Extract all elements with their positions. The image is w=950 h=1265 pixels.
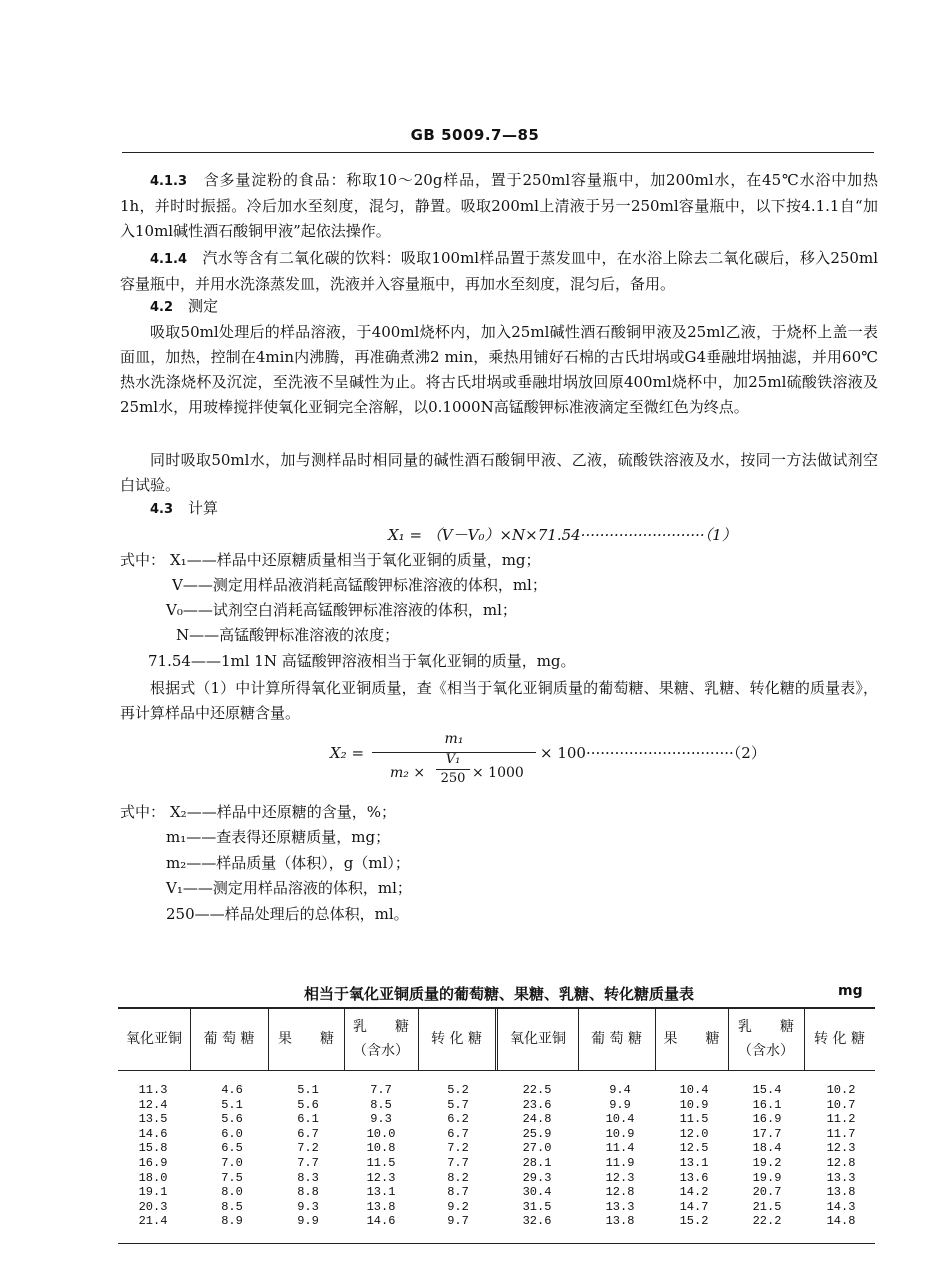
table-cell: 12.0 (679, 1126, 709, 1141)
section-title: 测定 (188, 297, 219, 315)
table-cell: 7.0 (221, 1155, 243, 1170)
table-cell: 12.8 (605, 1185, 635, 1200)
formula-2-inner-numerator: V₁ (445, 752, 461, 767)
formula-1: X₁ = （V－V₀）×N×71.54··························（1） (388, 526, 737, 544)
table-column (736, 1083, 798, 1229)
table-cell: 7.5 (221, 1170, 243, 1185)
table-header-cell: 葡 萄 糖 (203, 1031, 255, 1047)
table-cell: 11.5 (366, 1155, 396, 1170)
formula-2-tail: × 100·······························（2） (540, 744, 766, 762)
table-cell: 18.4 (752, 1141, 782, 1156)
table-column (122, 1083, 184, 1229)
table-cell: 6.5 (221, 1141, 243, 1156)
table-cell: 16.1 (752, 1097, 782, 1112)
table-cell: 8.2 (447, 1170, 469, 1185)
table-header-cell: 转 化 糖 (814, 1031, 865, 1047)
table-column (590, 1083, 650, 1229)
table-cell: 13.3 (605, 1199, 635, 1214)
paragraph-4-1-3 (120, 168, 878, 244)
table-cell: 24.8 (522, 1112, 552, 1127)
table-cell: 14.2 (679, 1185, 709, 1200)
formula-2-denominator-right: × 1000 (472, 765, 524, 781)
table-column (202, 1083, 262, 1229)
table-cell: 8.5 (221, 1199, 243, 1214)
table-cell: 22.5 (522, 1083, 552, 1097)
table-cell: 9.4 (609, 1083, 631, 1097)
formula-2-lhs: X₂ = (330, 744, 365, 762)
table-cell: 13.6 (679, 1170, 709, 1185)
table-cell: 9.3 (370, 1112, 392, 1127)
table-cell: 29.3 (522, 1170, 552, 1185)
table-unit: mg (838, 983, 863, 999)
table-cell: 12.3 (826, 1141, 856, 1156)
table-cell: 10.4 (605, 1112, 635, 1127)
table-cell: 5.1 (221, 1097, 243, 1112)
table-cell: 11.4 (605, 1141, 635, 1156)
section-number: 4.3 (150, 502, 174, 517)
table-cell: 7.7 (447, 1155, 469, 1170)
table-cell: 7.2 (297, 1141, 319, 1156)
table-cell: 13.8 (826, 1185, 856, 1200)
table-header-cell: 葡 萄 糖 (591, 1031, 642, 1047)
table-cell: 16.9 (752, 1112, 782, 1127)
table-cell: 30.4 (522, 1185, 552, 1200)
section-number: 4.1.3 (150, 174, 188, 189)
section-number: 4.2 (150, 300, 174, 315)
table-cell: 12.8 (826, 1155, 856, 1170)
formula-2-numerator: m₁ (444, 731, 464, 747)
where-item: 250——样品处理后的总体积，ml。 (166, 905, 409, 923)
table-cell: 4.6 (221, 1083, 243, 1097)
table-cell: 11.2 (826, 1112, 856, 1127)
table-cell: 13.8 (366, 1199, 396, 1214)
section-4-2-heading (120, 294, 878, 320)
table-cell: 23.6 (522, 1097, 552, 1112)
table-cell: 15.4 (752, 1083, 782, 1097)
table-cell: 19.1 (138, 1185, 168, 1200)
section-title: 计算 (188, 499, 219, 517)
table-header-cell: 氧化亚铜 (510, 1031, 566, 1047)
table-cell: 9.9 (297, 1214, 319, 1229)
table-cell: 17.7 (752, 1126, 782, 1141)
table-cell: 12.5 (679, 1141, 709, 1156)
table-cell: 9.3 (297, 1199, 319, 1214)
table-cell: 6.1 (297, 1112, 319, 1127)
table-cell: 19.2 (752, 1155, 782, 1170)
section-4-3-heading (120, 496, 878, 522)
table-cell: 14.7 (679, 1199, 709, 1214)
table-header-rule (118, 1070, 875, 1071)
table-column (428, 1083, 488, 1229)
where-item: 71.54——1ml 1N 高锰酸钾溶液相当于氧化亚铜的质量，mg。 (148, 652, 576, 670)
paragraph-4-1-4 (120, 246, 878, 297)
table-cell: 10.9 (605, 1126, 635, 1141)
table-column (812, 1083, 870, 1229)
table-cell: 14.8 (826, 1214, 856, 1229)
table-cell: 6.0 (221, 1126, 243, 1141)
table-header-cell (728, 1008, 804, 1070)
table-cell: 6.7 (297, 1126, 319, 1141)
table-cell: 6.7 (447, 1126, 469, 1141)
table-cell: 8.7 (447, 1185, 469, 1200)
table-bottom-rule (118, 1243, 875, 1244)
table-column (278, 1083, 338, 1229)
table-cell: 7.7 (297, 1155, 319, 1170)
where-item: V——测定用样品液消耗高锰酸钾标准溶液的体积，ml； (172, 576, 547, 594)
paragraph-4-2-blank: 同时吸取50ml水，加与测样品时相同量的碱性酒石酸铜甲液、乙液，硫酸铁溶液及水，按同一方法做试剂空白试验。 (120, 451, 878, 494)
table-cell: 19.9 (752, 1170, 782, 1185)
table-cell: 15.8 (138, 1141, 168, 1156)
table-header-cell: 氧化亚铜 (126, 1031, 182, 1047)
table-cell: 27.0 (522, 1141, 552, 1156)
table-cell: 13.1 (366, 1185, 396, 1200)
formula-2-inner-bar (436, 769, 470, 770)
table-cell: 5.6 (297, 1097, 319, 1112)
table-cell: 12.3 (366, 1170, 396, 1185)
standard-code-header: GB 5009.7—85 (410, 126, 540, 144)
table-cell: 9.7 (447, 1214, 469, 1229)
table-column (350, 1083, 412, 1229)
header-rule (122, 152, 874, 153)
where-lead-1: 式中： (120, 551, 166, 569)
table-column (664, 1083, 724, 1229)
table-cell: 16.9 (138, 1155, 168, 1170)
table-cell: 12.4 (138, 1097, 168, 1112)
table-cell: 11.5 (679, 1112, 709, 1127)
table-cell: 10.7 (826, 1097, 856, 1112)
header-line: （含水） (353, 1043, 409, 1059)
table-cell: 32.6 (522, 1214, 552, 1229)
paragraph-4-2-procedure: 吸取50ml处理后的样品溶液，于400ml烧杯内，加入25ml碱性酒石酸铜甲液及25ml乙液，于烧杯上盖一表面皿，加热，控制在4min内沸腾，再准确煮沸2 min，乘热用铺好石棉的古氏坩埚或G4垂融坩埚抽滤，并用60℃热水洗涤烧杯及沉淀，至洗液不呈碱性为止。将古氏坩埚或垂融坩埚放回原400ml烧杯中，加25ml硫酸铁溶液及25ml水，用玻棒搅拌使氧化亚铜完全溶解，以0.1000N高锰酸钾标准液滴定至微红色为终点。 (120, 323, 878, 416)
table-cell: 13.1 (679, 1155, 709, 1170)
table-cell: 14.6 (138, 1126, 168, 1141)
table-cell: 15.2 (679, 1214, 709, 1229)
header-line: 乳 糖 (353, 1019, 409, 1035)
table-cell: 7.7 (370, 1083, 392, 1097)
table-caption: 相当于氧化亚铜质量的葡萄糖、果糖、乳糖、转化糖质量表 (303, 985, 694, 1003)
table-cell: 9.9 (609, 1097, 631, 1112)
table-cell: 22.2 (752, 1214, 782, 1229)
table-cell: 20.7 (752, 1185, 782, 1200)
section-number: 4.1.4 (150, 252, 188, 267)
paragraph-basis: 根据式（1）中计算所得氧化亚铜质量，查《相当于氧化亚铜质量的葡萄糖、果糖、乳糖、转化糖的质量表》，再计算样品中还原糖含量。 (120, 679, 878, 722)
table-cell: 21.4 (138, 1214, 168, 1229)
formula-2-denominator-left: m₂ × (390, 765, 426, 781)
table-cell: 13.5 (138, 1112, 168, 1127)
table-cell: 8.3 (297, 1170, 319, 1185)
table-cell: 5.6 (221, 1112, 243, 1127)
where-item: m₁——查表得还原糖质量，mg； (166, 828, 391, 846)
table-cell: 10.4 (679, 1083, 709, 1097)
paragraph-text: 含多量淀粉的食品：称取10～20g样品，置于250ml容量瓶中，加200ml水，在45℃水浴中加热1h，并时时振摇。冷后加水至刻度，混匀，静置。吸取200ml上清液于另一250ml容量瓶中，以下按4.1.1自“加入10ml碱性酒石酸铜甲液”起依法操作。 (120, 171, 878, 240)
where-item: V₀——试剂空白消耗高锰酸钾标准溶液的体积，ml； (166, 601, 517, 619)
where-item: N——高锰酸钾标准溶液的浓度； (176, 626, 400, 644)
table-cell: 10.9 (679, 1097, 709, 1112)
table-cell: 9.2 (447, 1199, 469, 1214)
table-cell: 6.2 (447, 1112, 469, 1127)
table-cell: 21.5 (752, 1199, 782, 1214)
table-cell: 8.8 (297, 1185, 319, 1200)
table-cell: 8.5 (370, 1097, 392, 1112)
table-cell: 10.0 (366, 1126, 396, 1141)
where-item: V₁——测定用样品溶液的体积，ml； (166, 879, 412, 897)
table-cell: 14.6 (366, 1214, 396, 1229)
where-item: m₂——样品质量（体积），g（ml）； (166, 854, 410, 872)
table-cell: 18.0 (138, 1170, 168, 1185)
table-cell: 31.5 (522, 1199, 552, 1214)
formula-2-inner-denominator: 250 (440, 771, 466, 786)
table-header-cell: 果 糖 (663, 1031, 720, 1047)
table-cell: 12.3 (605, 1170, 635, 1185)
table-cell: 11.7 (826, 1126, 856, 1141)
table-cell: 10.8 (366, 1141, 396, 1156)
where-item: X₂——样品中还原糖的含量，%； (170, 803, 396, 821)
table-cell: 25.9 (522, 1126, 552, 1141)
table-cell: 14.3 (826, 1199, 856, 1214)
header-line: 乳 糖 (738, 1019, 794, 1035)
table-cell: 5.2 (447, 1083, 469, 1097)
header-line: （含水） (738, 1043, 794, 1059)
table-cell: 8.0 (221, 1185, 243, 1200)
table-column (506, 1083, 568, 1229)
where-lead-2: 式中： (120, 803, 166, 821)
table-cell: 11.3 (138, 1083, 168, 1097)
table-cell: 7.2 (447, 1141, 469, 1156)
table-cell: 13.8 (605, 1214, 635, 1229)
table-cell: 10.2 (826, 1083, 856, 1097)
table-cell: 13.3 (826, 1170, 856, 1185)
table-cell: 28.1 (522, 1155, 552, 1170)
table-cell: 5.1 (297, 1083, 319, 1097)
table-header-cell: 果 糖 (278, 1031, 334, 1047)
where-item: X₁——样品中还原糖质量相当于氧化亚铜的质量，mg； (170, 551, 541, 569)
table-header-cell: 转 化 糖 (431, 1031, 482, 1047)
table-header-cell (344, 1008, 418, 1070)
table-cell: 8.9 (221, 1214, 243, 1229)
table-cell: 5.7 (447, 1097, 469, 1112)
table-cell: 11.9 (605, 1155, 635, 1170)
table-cell: 20.3 (138, 1199, 168, 1214)
paragraph-text: 汽水等含有二氧化碳的饮料：吸取100ml样品置于蒸发皿中，在水浴上除去二氧化碳后，移入250ml容量瓶中，并用水洗涤蒸发皿，洗液并入容量瓶中，再加水至刻度，混匀后，备用。 (120, 249, 878, 293)
